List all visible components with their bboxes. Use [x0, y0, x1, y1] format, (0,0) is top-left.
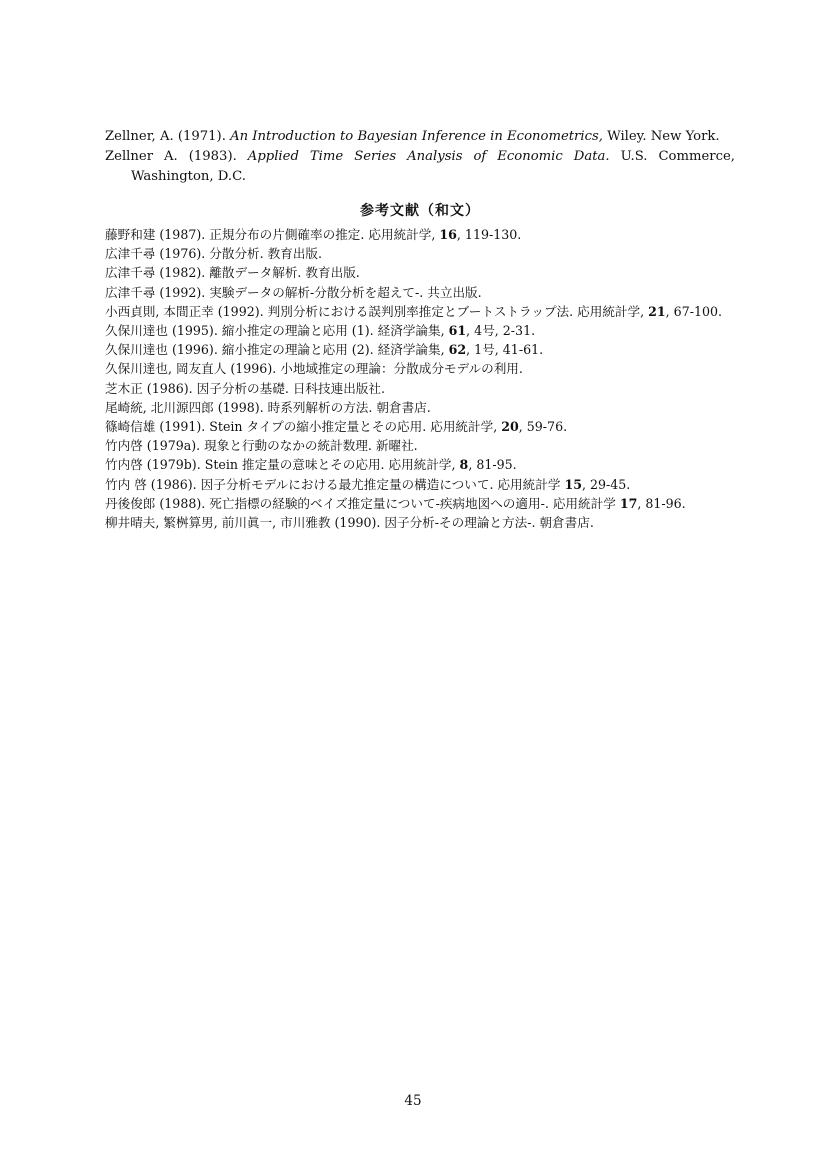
reference-pages: , 67-100. [665, 303, 722, 319]
reference-volume: 21 [648, 303, 666, 319]
reference-text: 広津千尋 (1982). 離散データ解析. 教育出版. [105, 265, 360, 281]
reference-authors: Zellner, A. (1971). [105, 129, 226, 144]
reference-entry [105, 225, 735, 244]
reference-publisher: U.S. Commerce, Washington, D.C. [131, 149, 735, 184]
reference-publisher: Wiley. New York. [607, 129, 720, 144]
reference-entry [105, 455, 735, 474]
reference-text: 尾崎統, 北川源四郎 (1998). 時系列解析の方法. 朝倉書店. [105, 399, 431, 415]
reference-text: 久保川達也 (1996). 縮小推定の理論と応用 (2). 経済学論集, [105, 342, 445, 358]
reference-text: 藤野和建 (1987). 正規分布の片側確率の推定. 応用統計学, [105, 227, 436, 242]
japanese-references [105, 225, 735, 532]
reference-title: An Introduction to Bayesian Inference in Econometrics, [230, 129, 603, 144]
english-references [105, 127, 735, 187]
reference-volume: 61 [448, 323, 467, 339]
reference-pages: , 4号, 2-31. [466, 323, 536, 339]
reference-pages: , 81-95. [468, 457, 517, 473]
reference-text: 柳井晴夫, 繁桝算男, 前川眞一, 市川雅教 (1990). 因子分析-その理論と方法-. 朝倉書店. [105, 515, 594, 531]
reference-text: 芝木正 (1986). 因子分析の基礎. 日科技連出版社. [105, 380, 385, 396]
reference-text: 竹内啓 (1979a). 現象と行動のなかの統計数理. 新曜社. [105, 438, 418, 454]
reference-volume: 16 [439, 227, 457, 242]
reference-text: 広津千尋 (1992). 実験データの解析-分散分析を超えて-. 共立出版. [105, 284, 482, 300]
reference-volume: 17 [619, 495, 638, 511]
reference-pages: , 29-45. [581, 476, 631, 492]
reference-entry [105, 513, 735, 532]
reference-volume: 15 [564, 476, 582, 492]
reference-entry [105, 340, 735, 359]
reference-text: 小西貞則, 本間正幸 (1992). 判別分析における誤判別率推定とブートストラップ法. 応用統計学, [105, 303, 645, 319]
reference-pages: , 119-130. [456, 227, 522, 242]
reference-entry [105, 398, 735, 417]
reference-text: 竹内啓 (1979b). Stein 推定量の意味とその応用. 応用統計学, [105, 457, 456, 473]
section-title: 参考文献（和文） [360, 203, 480, 219]
reference-entry [105, 321, 735, 340]
reference-entry [105, 475, 735, 494]
reference-text: 丹後俊郎 (1988). 死亡指標の経験的ベイズ推定量について-疾病地図への適用-. 応用統計学 [105, 495, 616, 511]
reference-entry [105, 127, 735, 147]
reference-volume: 62 [448, 342, 467, 358]
reference-entry [105, 283, 735, 302]
reference-entry [105, 494, 735, 513]
reference-text: 久保川達也, 岡友直人 (1996). 小地域推定の理論：分散成分モデルの利用. [105, 361, 523, 377]
reference-text: 広津千尋 (1976). 分散分析. 教育出版. [105, 246, 323, 262]
page-number: 45 [404, 1093, 422, 1109]
reference-volume: 8 [459, 457, 469, 473]
reference-entry [105, 359, 735, 378]
reference-entry [105, 244, 735, 263]
reference-pages: , 59-76. [518, 419, 568, 435]
reference-volume: 20 [501, 419, 519, 435]
reference-pages: , 81-96. [637, 495, 686, 511]
reference-entry [105, 436, 735, 455]
reference-authors: Zellner A. (1983). [105, 149, 237, 164]
reference-title: Applied Time Series Analysis of Economic Data. [247, 149, 610, 164]
reference-text: 篠崎信雄 (1991). Stein タイプの縮小推定量とその応用. 応用統計学, [105, 419, 498, 435]
reference-pages: , 1号, 41-61. [466, 342, 544, 358]
reference-text: 久保川達也 (1995). 縮小推定の理論と応用 (1). 経済学論集, [105, 323, 445, 339]
reference-entry [105, 379, 735, 398]
reference-entry [105, 147, 735, 187]
reference-entry [105, 263, 735, 282]
reference-entry [105, 417, 735, 436]
reference-entry [105, 302, 735, 321]
reference-text: 竹内 啓 (1986). 因子分析モデルにおける最尤推定量の構造について. 応用統計学 [105, 476, 561, 492]
